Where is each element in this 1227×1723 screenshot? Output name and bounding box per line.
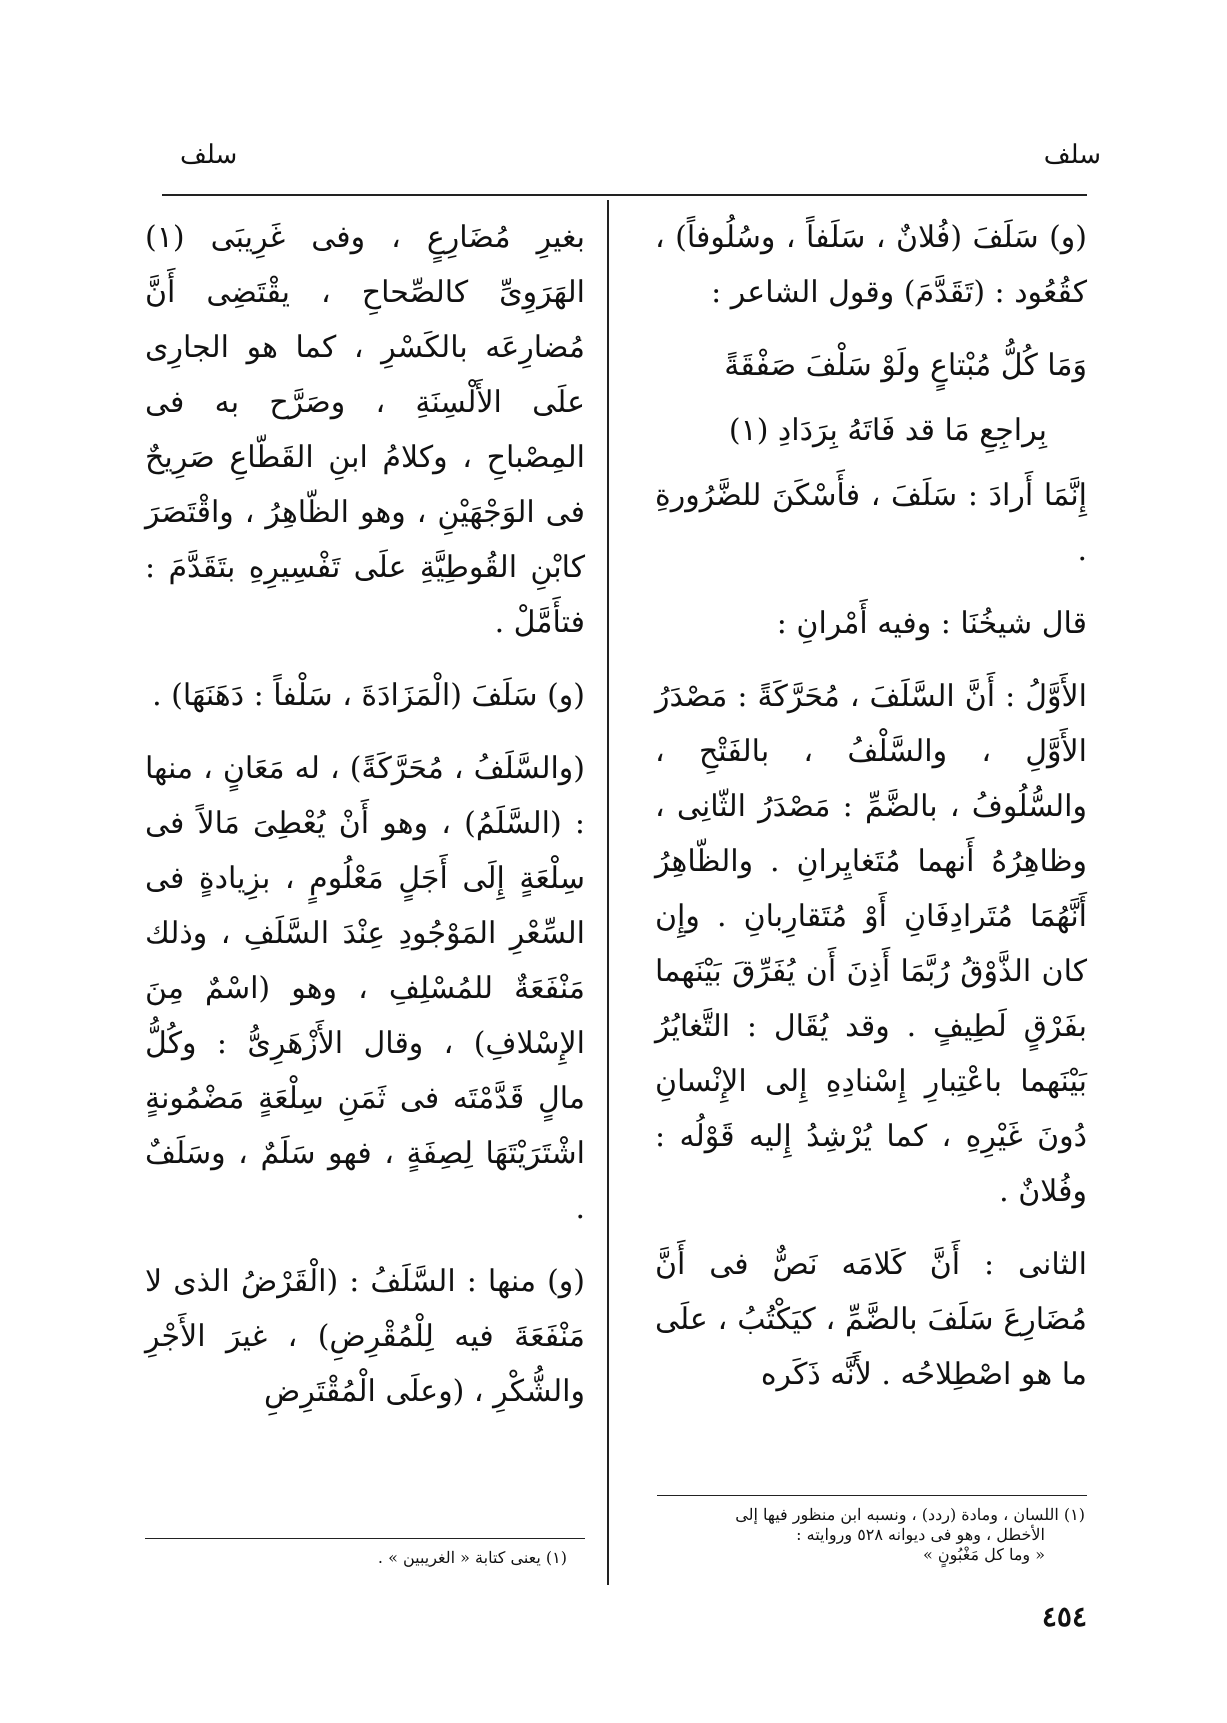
left-paragraph-1: بغيرِ مُضَارِعٍ ، وفى غَرِيبَى (١) الهَرَوِىِّ كالصِّحاحِ ، يقْتَضِى أَنَّ مُضارِعَه بالكَسْرِ ، كما هو الجارِى علَى الأَلْسِنَةِ ، وصَرَّح به فى المِصْباحِ ، وكلامُ ابنِ القَطّاعِ صَرِيحٌ فى الوَجْهَيْنِ ، وهو الظّاهِرُ ، واقْتَصَرَ كابْنِ القُوطِيَّةِ علَى تَفْسِيرِهِ بتَقَدَّمَ : فتأَمَّلْ . <box>145 220 585 640</box>
left-column <box>145 210 585 1437</box>
verse-line-2: بِراجِعِ مَا قد فَاتَهُ بِرَدَادِ (١) <box>728 413 1047 448</box>
footnote-rule-right <box>657 1495 1087 1496</box>
column-divider <box>607 200 609 1585</box>
footnote-right <box>655 1505 1085 1565</box>
left-paragraph-2: (و) سَلَفَ (الْمَزَادَةَ ، سَلْفاً : دَهَنَهَا) . <box>152 678 585 713</box>
header-rule <box>162 194 1087 196</box>
footnote-rule-left <box>145 1538 585 1539</box>
left-paragraph-3: (والسَّلَفُ ، مُحَرَّكَةً) ، له مَعَانٍ ، منها : (السَّلَمُ) ، وهو أَنْ يُعْطِىَ مَالاً فى سِلْعَةٍ إِلَى أَجَلٍ مَعْلُومٍ ، بزِيادةٍ فى السِّعْرِ المَوْجُودِ عِنْدَ السَّلَفِ ، وذلك مَنْفَعَةٌ للمُسْلِفِ ، وهو (اسْمٌ مِنَ الإِسْلافِ) ، وقال الأَزْهَرِىُّ : وكُلُّ مالٍ قَدَّمْتَه فى ثَمَنِ سِلْعَةٍ مَضْمُونةٍ اشْتَرَيْتَهَا لِصِفَةٍ ، فهو سَلَمٌ ، وسَلَفٌ . <box>145 751 585 1226</box>
footnote-right-line-1: (١) اللسان ، ومادة (ردد) ، ونسبه ابن منظور فيها إلى <box>735 1505 1085 1524</box>
right-column <box>655 210 1087 1420</box>
right-paragraph-3: الأَوَّلُ : أَنَّ السَّلَفَ ، مُحَرَّكَةً : مَصْدَرُ الأَوَّلِ ، والسَّلْفُ ، بالفَتْحِ ، والسُّلُوفُ ، بالضَّمِّ : مَصْدَرُ الثّانِى ، وظاهِرُهُ أَنهما مُتَغايِرانِ . والظّاهِرُ أَنَّهُمَا مُتَرادِفَانِ أَوْ مُتَقارِبانِ . وإِن كان الذَّوْقُ رُبَّمَا أَذِنَ أَن يُفَرِّقَ بَيْنَهما بفَرْقٍ لَطِيفٍ . وقد يُقَال : التَّغايُرُ بَيْنَهما باعْتِبارِ إِسْنادِهِ إِلى الإِنْسانِ دُونَ غَيْرِهِ ، كما يُرْشِدُ إِليه قَوْلُه : وفُلانٌ . <box>655 679 1087 1209</box>
footnote-right-line-2: الأخطل ، وهو فى ديوانه ٥٢٨ وروايته : <box>796 1525 1045 1544</box>
right-paragraph-4: الثانى : أَنَّ كَلامَه نَصٌّ فى أَنَّ مُضَارِعَ سَلَفَ بالضَّمِّ ، كيَكْتُبُ ، علَى ما هو اصْطِلاحُه . لأَنَّه ذَكَره <box>655 1247 1087 1392</box>
right-paragraph-1: (و) سَلَفَ (فُلانٌ ، سَلَفاً ، وسُلُوفاً) ، كقُعُود : (تَقَدَّمَ) وقول الشاعر : <box>655 220 1087 310</box>
running-header-left: سلف <box>180 140 238 170</box>
verse-line-1: وَمَا كُلُّ مُبْتاعٍ ولَوْ سَلْفَ صَفْقَةً <box>724 348 1087 383</box>
footnote-left-line-1: (١) يعنى كتابة « الغريبين » . <box>377 1548 567 1567</box>
page-number: ٤٥٤ <box>1041 1600 1087 1633</box>
footnote-right-line-3: « وما كل مَغْبُونٍ » <box>923 1545 1045 1564</box>
right-paragraph-after-verse: إِنَّمَا أَرادَ : سَلَفَ ، فأَسْكَنَ للضَّرُورةِ . <box>655 478 1087 568</box>
right-paragraph-2: قال شيخُنَا : وفيه أَمْرانِ : <box>776 606 1087 641</box>
left-paragraph-4: (و) منها : السَّلَفُ : (الْقَرْضُ الذى لا مَنْفَعَةَ فيه لِلْمُقْرِضِ) ، غيرَ الأَجْرِ والشُّكْرِ ، (وعلَى الْمُقْتَرِضِ <box>145 1264 585 1409</box>
footnote-left <box>147 1548 567 1568</box>
running-header-right: سلف <box>1043 140 1101 170</box>
